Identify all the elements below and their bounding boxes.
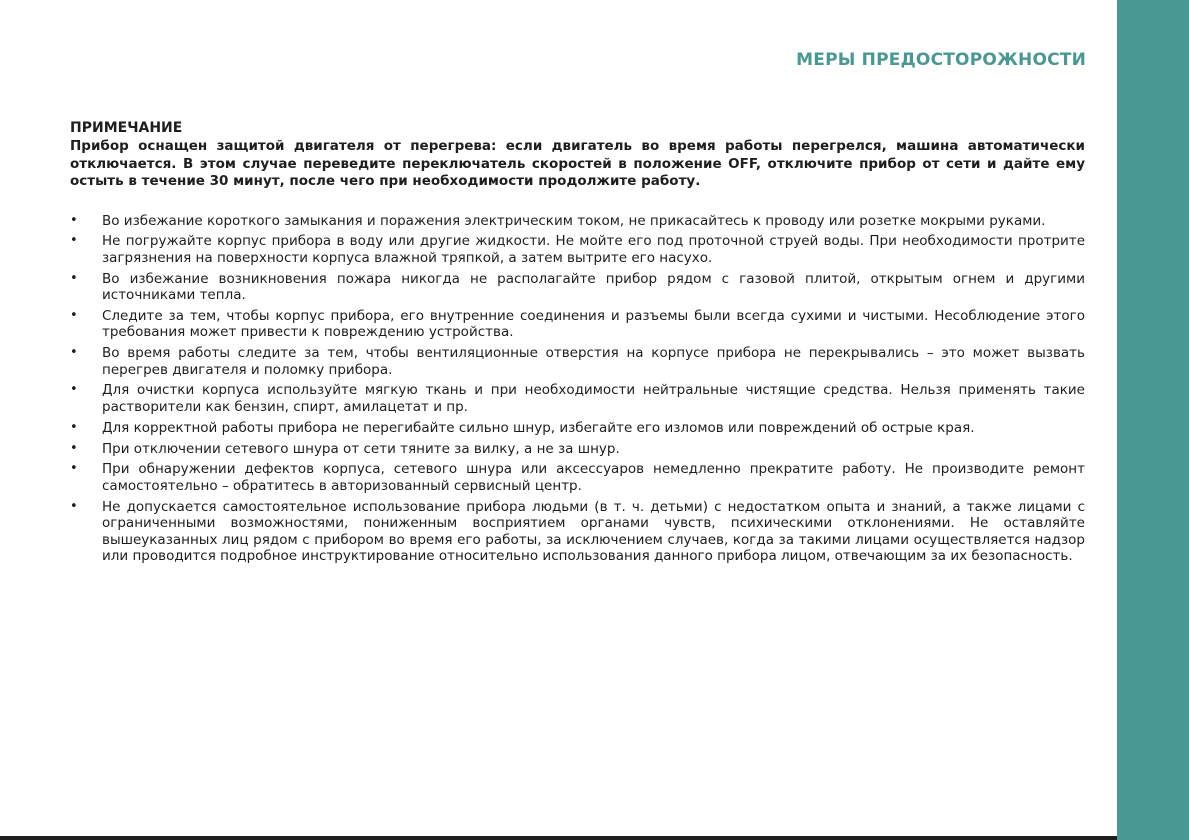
bottom-divider xyxy=(0,836,1117,840)
bullet-icon: • xyxy=(70,233,78,249)
list-item-text: При обнаружении дефектов корпуса, сетевого шнура или аксессуаров немедленно прекратите работу. Не производите ремонт самостоятельно – обратитесь в авторизованный сервисный центр. xyxy=(102,461,1085,494)
note-heading: ПРИМЕЧАНИЕ xyxy=(70,120,183,136)
list-item-text: Следите за тем, чтобы корпус прибора, его внутренние соединения и разъемы были всегда сухими и чистыми. Несоблюдение этого требования может привести к повреждению устройства. xyxy=(102,307,1085,341)
bullet-icon: • xyxy=(70,270,78,286)
list-item xyxy=(70,499,1085,565)
list-item xyxy=(70,382,1085,415)
list-item-text: При отключении сетевого шнура от сети тяните за вилку, а не за шнур. xyxy=(102,440,620,457)
page-title: МЕРЫ ПРЕДОСТОРОЖНОСТИ xyxy=(796,50,1086,70)
list-item xyxy=(70,233,1085,266)
bullet-icon: • xyxy=(70,440,78,456)
list-item xyxy=(70,271,1085,304)
list-item-text: Во избежание возникновения пожара никогда не располагайте прибор рядом с газовой плитой, открытым огнем и другими источниками тепла. xyxy=(102,270,1085,304)
list-item-text: Во время работы следите за тем, чтобы вентиляционные отверстия на корпусе прибора не перекрывались – это может вызвать перегрев двигателя и поломку прибора. xyxy=(102,345,1085,378)
side-accent-bar xyxy=(1117,0,1189,840)
bullet-icon: • xyxy=(70,461,78,477)
list-item-text: Для корректной работы прибора не перегибайте сильно шнур, избегайте его изломов или повреждений об острые края. xyxy=(102,419,975,436)
bullet-icon: • xyxy=(70,212,78,228)
bullet-icon: • xyxy=(70,419,78,435)
list-item xyxy=(70,308,1085,341)
bullet-icon: • xyxy=(70,345,78,361)
content-area xyxy=(70,119,1085,569)
list-item xyxy=(70,441,1085,458)
list-item xyxy=(70,345,1085,378)
bullet-icon: • xyxy=(70,382,78,398)
list-item xyxy=(70,420,1085,437)
list-item xyxy=(70,213,1085,230)
bullet-icon: • xyxy=(70,498,78,514)
note-text: Прибор оснащен защитой двигателя от перегрева: если двигатель во время работы перегрелся, машина автоматически отключается. В этом случае переведите переключатель скоростей в положение OFF, отключите прибор от сети и дайте ему остыть в течение 30 минут, после чего при необходимости продолжите работу. xyxy=(70,138,1085,189)
bullet-icon: • xyxy=(70,307,78,323)
list-item xyxy=(70,461,1085,494)
list-item-text: Для очистки корпуса используйте мягкую ткань и при необходимости нейтральные чистящие средства. Нельзя применять такие растворители как бензин, спирт, амилацетат и пр. xyxy=(102,382,1085,415)
list-item-text: Не погружайте корпус прибора в воду или другие жидкости. Не мойте его под проточной струей воды. При необходимости протрите загрязнения на поверхности корпуса влажной тряпкой, а затем вытрите его насухо. xyxy=(102,233,1085,266)
list-item-text: Во избежание короткого замыкания и поражения электрическим током, не прикасайтесь к проводу или розетке мокрыми руками. xyxy=(102,212,1046,229)
precautions-list xyxy=(70,213,1085,565)
list-item-text: Не допускается самостоятельное использование прибора людьми (в т. ч. детьми) с недостатком опыта и знаний, а также лицами с ограниченными возможностями, пониженным восприятием органами чувств, психическими отклонениями. Не оставляйте вышеуказанных лиц рядом с прибором во время его работы, за исключением случаев, когда за такими лицами осуществляется надзор или проводится подробное инструктирование относительно использования данного прибора лицом, отвечающим за их безопасность. xyxy=(102,498,1085,565)
